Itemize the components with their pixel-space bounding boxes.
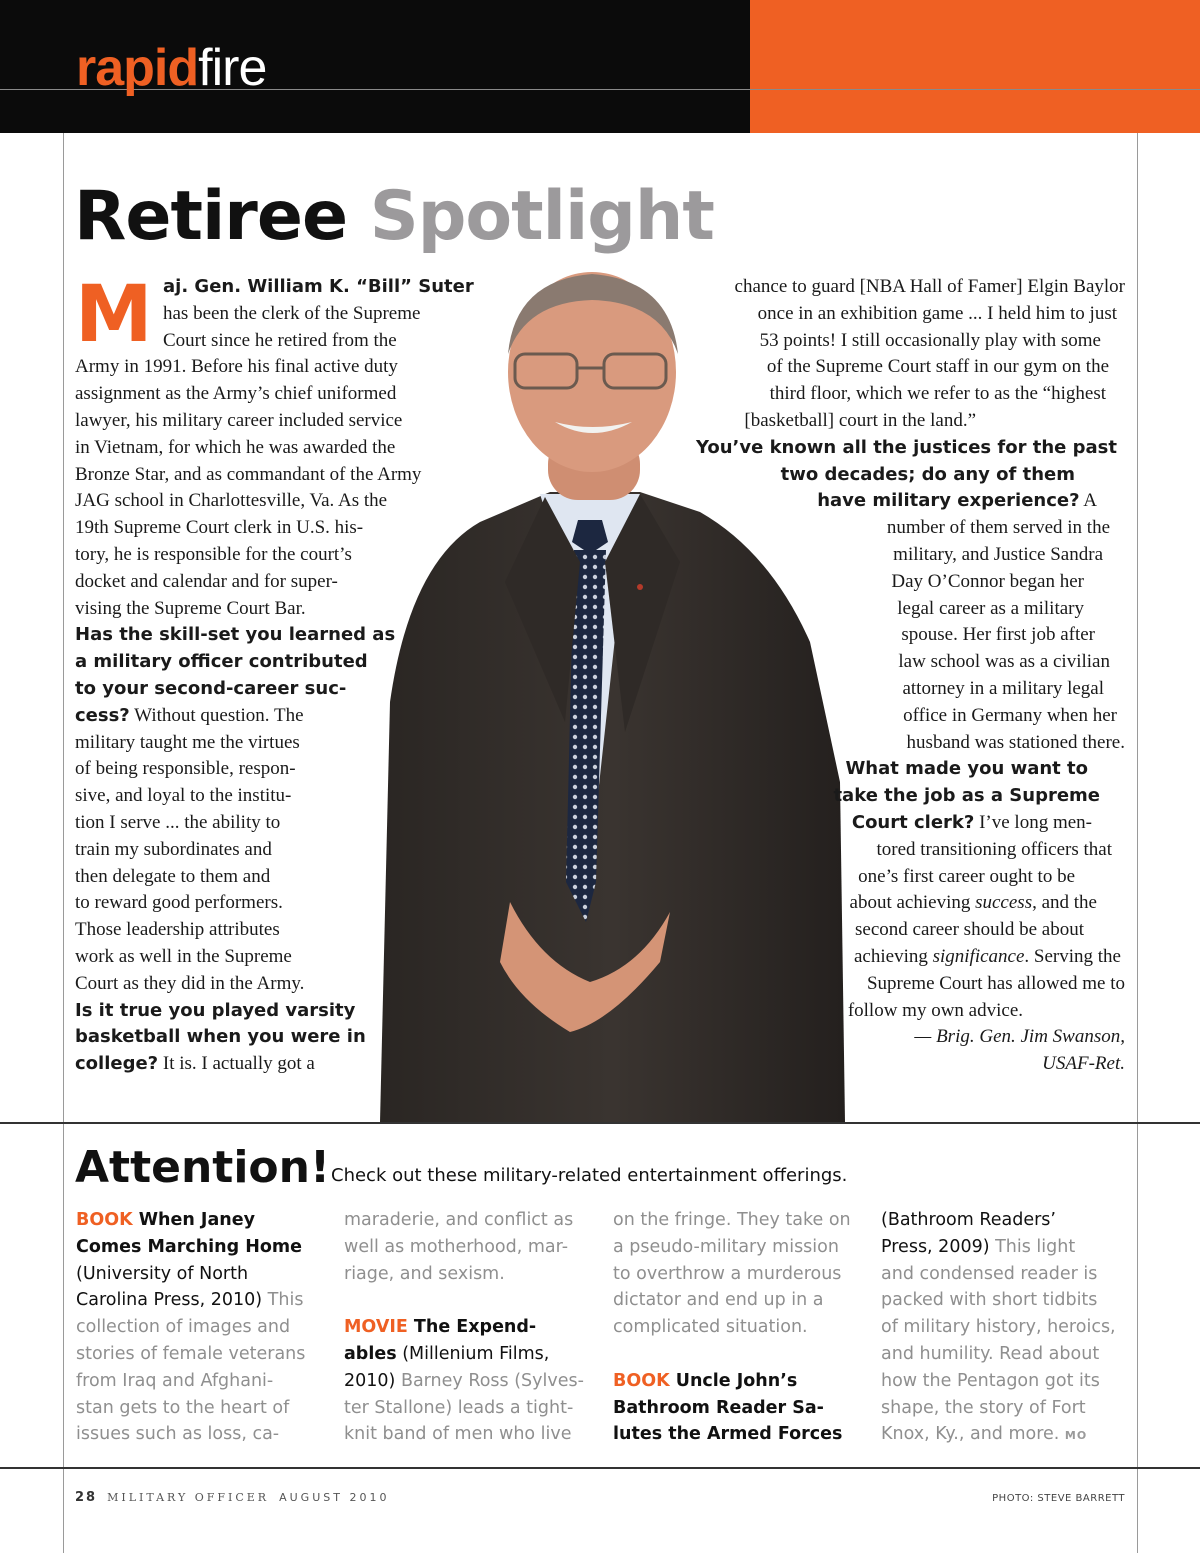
frame-line-right-foot [1137, 1469, 1138, 1553]
article-line [75, 354, 475, 381]
page-title-grey: Spotlight [369, 177, 714, 256]
page-number: 28 [75, 1490, 98, 1505]
article-line [75, 515, 475, 542]
body-text: achieving [854, 945, 933, 967]
media-line [76, 1368, 331, 1395]
signoff: MO [1064, 1429, 1088, 1443]
media-line [76, 1207, 331, 1234]
body-text: assignment as the Army’s chief uniformed [75, 383, 397, 405]
italic-text: significance [932, 945, 1025, 967]
body-text: train my subordinates and [75, 838, 272, 860]
bold-text: Comes Marching Home [76, 1236, 303, 1257]
body-text: military, and Justice Sandra [893, 543, 1103, 565]
body-text: follow my own advice. [847, 999, 1023, 1021]
body-text: This [262, 1290, 304, 1311]
body-text: stan gets to the heart of [76, 1397, 290, 1418]
body-text: , and the [1032, 892, 1097, 914]
article-line [640, 274, 1125, 301]
attention-subtitle: Check out these military-related entertainment offerings. [331, 1165, 848, 1186]
article-line [640, 435, 1125, 462]
article-line [75, 649, 475, 676]
footer-divider [0, 1467, 1200, 1469]
article-line [75, 435, 475, 462]
body-text: tory, he is responsible for the court’s [75, 543, 352, 565]
body-text: Court as they did in the Army. [75, 972, 305, 994]
article-line [75, 783, 475, 810]
article-line [640, 381, 1125, 408]
body-text: tored transitioning officers that [876, 838, 1112, 860]
article-line [75, 998, 475, 1025]
photo-credit: PHOTO: STEVE BARRETT [992, 1493, 1125, 1504]
body-text: Without question. The [129, 704, 304, 726]
article-line [640, 622, 1125, 649]
article-line [75, 569, 475, 596]
publisher-text: Carolina Press, 2010) [76, 1290, 263, 1311]
article-line [640, 408, 1125, 435]
body-text: from Iraq and Afghani- [76, 1370, 274, 1391]
body-text: third floor, which we refer to as the “highest [769, 383, 1106, 405]
body-text: Barney Ross (Sylves- [395, 1370, 584, 1391]
body-text: number of them served in the [886, 517, 1110, 539]
article-line [75, 837, 475, 864]
article-line [640, 354, 1125, 381]
body-text: Court since he retired from the [163, 329, 397, 351]
body-text: a pseudo-military mission [613, 1236, 839, 1257]
attention-title: Attention! [75, 1142, 331, 1193]
media-line [613, 1234, 868, 1261]
article-line [640, 462, 1125, 489]
media-line [344, 1368, 599, 1395]
body-text: legal career as a military [897, 597, 1084, 619]
bold-text: Bathroom Reader Sa- [613, 1397, 824, 1418]
article-line [640, 864, 1125, 891]
body-text: . Serving the [1024, 945, 1121, 967]
body-text: of being responsible, respon- [75, 758, 296, 780]
bold-text: cess? [75, 704, 130, 726]
article-line [640, 730, 1125, 757]
article-line [75, 1024, 475, 1051]
body-text: about achieving [849, 892, 976, 914]
body-text: docket and calendar and for super- [75, 570, 338, 592]
body-text: to reward good performers. [75, 892, 283, 914]
body-text: collection of images and [76, 1317, 291, 1338]
article-line [75, 917, 475, 944]
article-line [75, 462, 475, 489]
publisher-text: (Bathroom Readers’ [881, 1210, 1056, 1230]
media-column-4 [881, 1207, 1136, 1450]
media-line [76, 1287, 331, 1314]
body-text: has been the clerk of the Supreme [163, 302, 421, 324]
body-text: Bronze Star, and as commandant of the Army [75, 463, 422, 485]
italic-text: — Brig. Gen. Jim Swanson, [914, 1026, 1125, 1048]
media-line [76, 1261, 331, 1288]
italic-text: success [975, 892, 1033, 914]
body-text: Army in 1991. Before his final active duty [75, 356, 398, 378]
body-text: chance to guard [NBA Hall of Famer] Elgin Baylor [734, 276, 1125, 297]
media-line [613, 1287, 868, 1314]
body-text: dictator and end up in a [613, 1290, 824, 1311]
section-label [76, 38, 266, 98]
media-line [344, 1314, 599, 1341]
bold-text: What made you want to [845, 758, 1088, 780]
bold-text: When Janey [132, 1210, 255, 1230]
bold-text: basketball when you were in [75, 1026, 366, 1048]
body-text: one’s first career ought to be [858, 865, 1075, 887]
article-line [640, 917, 1125, 944]
issue-date: AUGUST 2010 [279, 1491, 390, 1504]
article-line [640, 569, 1125, 596]
article-left-column [75, 270, 475, 1078]
body-text: Supreme Court has allowed me to [866, 972, 1125, 994]
body-text: JAG school in Charlottesville, Va. As the [75, 490, 388, 512]
media-line [76, 1341, 331, 1368]
media-line [344, 1207, 599, 1234]
media-column-3 [613, 1207, 868, 1448]
media-line [344, 1421, 599, 1448]
body-text: shape, the story of Fort [881, 1397, 1086, 1418]
body-text: of the Supreme Court staff in our gym on the [766, 356, 1109, 378]
bold-text: to your second-career suc- [75, 677, 347, 699]
article-line [640, 837, 1125, 864]
section-divider [0, 1122, 1200, 1124]
body-text: stories of female veterans [76, 1343, 306, 1364]
media-line [881, 1261, 1136, 1288]
media-line [881, 1287, 1136, 1314]
page-title-dark: Retiree [74, 177, 348, 256]
bold-text: aj. Gen. William K. “Bill” Suter [163, 276, 474, 297]
bold-text: Has the skill-set you learned as [75, 624, 396, 646]
body-text: in Vietnam, for which he was awarded the [75, 436, 396, 458]
media-line [344, 1395, 599, 1422]
body-text: to overthrow a murderous [613, 1263, 842, 1284]
article-line [640, 1051, 1125, 1078]
article-line [75, 730, 475, 757]
italic-text: USAF-Ret. [1042, 1053, 1125, 1075]
body-text: vising the Supreme Court Bar. [75, 597, 306, 619]
bold-text: The Expend- [407, 1317, 537, 1338]
media-line [881, 1314, 1136, 1341]
body-text: once in an exhibition game ... I held him to just [757, 302, 1117, 324]
body-text: work as well in the Supreme [75, 945, 292, 967]
body-text: Those leadership attributes [75, 919, 280, 941]
media-line [76, 1421, 331, 1448]
body-text: This light [989, 1236, 1076, 1257]
body-text: 53 points! I still occasionally play with some [759, 329, 1101, 351]
article-line [75, 622, 475, 649]
frame-line-left [63, 133, 64, 1123]
page-title [74, 176, 714, 258]
bold-text: Court clerk? [851, 811, 975, 833]
article-line [640, 488, 1125, 515]
body-text: well as motherhood, mar- [344, 1236, 569, 1257]
article-line [640, 783, 1125, 810]
bold-text: have military experience? [817, 490, 1080, 512]
bold-text: take the job as a Supreme [833, 785, 1100, 807]
category-label: BOOK [76, 1210, 133, 1230]
article-line [640, 596, 1125, 623]
article-line [75, 864, 475, 891]
body-text: office in Germany when her [903, 704, 1117, 726]
body-text: Day O’Connor began her [891, 570, 1084, 592]
frame-line-right-lower [1137, 1124, 1138, 1469]
article-line [640, 515, 1125, 542]
article-line [640, 756, 1125, 783]
media-line [613, 1395, 868, 1422]
media-column-2 [344, 1207, 599, 1448]
body-text: [basketball] court in the land.” [744, 409, 976, 431]
article-line [75, 676, 475, 703]
media-line [881, 1207, 1136, 1234]
body-text: maraderie, and conflict as [344, 1210, 574, 1230]
media-column-1 [76, 1207, 331, 1448]
bold-text: lutes the Armed Forces [613, 1424, 843, 1445]
article-line [75, 890, 475, 917]
body-text: how the Pentagon got its [881, 1370, 1100, 1391]
article-line [640, 542, 1125, 569]
article-line [75, 596, 475, 623]
body-text: lawyer, his military career included service [75, 409, 403, 431]
media-line [613, 1421, 868, 1448]
publisher-text: (University of North [76, 1263, 249, 1284]
media-line [613, 1368, 868, 1395]
body-text: attorney in a military legal [902, 677, 1104, 699]
bold-text: two decades; do any of them [780, 463, 1075, 485]
frame-line-left-lower [63, 1124, 64, 1469]
publication-name: MILITARY OFFICER [107, 1491, 270, 1504]
article-line [640, 971, 1125, 998]
body-text: issues such as loss, ca- [76, 1424, 280, 1445]
media-line [76, 1234, 331, 1261]
article-line [75, 810, 475, 837]
media-line [881, 1395, 1136, 1422]
article-line [75, 408, 475, 435]
article-right-column [640, 274, 1125, 1078]
article-line [640, 810, 1125, 837]
publisher-text: (Millenium Films, [396, 1343, 550, 1364]
media-line [613, 1207, 868, 1234]
article-line [640, 944, 1125, 971]
bold-text: You’ve known all the justices for the past [695, 436, 1117, 458]
media-line [76, 1395, 331, 1422]
article-line [640, 890, 1125, 917]
article-line [75, 488, 475, 515]
media-line [881, 1341, 1136, 1368]
body-text: 19th Supreme Court clerk in U.S. his- [75, 517, 364, 539]
paragraph-gap [613, 1341, 868, 1368]
article-line [75, 971, 475, 998]
media-line [344, 1234, 599, 1261]
bold-text: Uncle John’s [669, 1370, 798, 1391]
body-text: of military history, heroics, [881, 1317, 1116, 1338]
publisher-text: 2010) [344, 1370, 396, 1391]
body-text: and condensed reader is [881, 1263, 1098, 1284]
bold-text: college? [75, 1053, 159, 1075]
drop-cap: M [75, 270, 153, 360]
header-accent-block [750, 0, 1200, 133]
category-label: MOVIE [344, 1317, 408, 1338]
section-label-bold: rapid [76, 39, 199, 97]
media-line [881, 1234, 1136, 1261]
body-text: Knox, Ky., and more. [881, 1424, 1065, 1445]
frame-line-left-foot [63, 1469, 64, 1553]
body-text: sive, and loyal to the institu- [75, 785, 292, 807]
article-line [640, 649, 1125, 676]
bold-text: Is it true you played varsity [75, 999, 356, 1021]
article-line [640, 703, 1125, 730]
page-footer [75, 1490, 389, 1505]
bold-text: ables [344, 1343, 397, 1364]
section-label-light: fire [198, 39, 267, 97]
body-text: on the fringe. They take on [613, 1210, 851, 1230]
body-text: knit band of men who live [344, 1424, 572, 1445]
media-line [881, 1421, 1136, 1450]
article-line [75, 703, 475, 730]
article-line [640, 676, 1125, 703]
article-line [75, 542, 475, 569]
publisher-text: Press, 2009) [881, 1236, 990, 1257]
article-right-lines [640, 274, 1125, 1078]
media-line [76, 1314, 331, 1341]
body-text: then delegate to them and [75, 865, 271, 887]
article-line [75, 756, 475, 783]
body-text: law school was as a civilian [898, 651, 1110, 673]
article-left-lines [75, 270, 475, 1078]
media-line [344, 1261, 599, 1288]
article-line [75, 944, 475, 971]
article-line [640, 998, 1125, 1025]
body-text: It is. I actually got a [158, 1053, 315, 1075]
article-line [640, 1024, 1125, 1051]
body-text: riage, and sexism. [344, 1263, 505, 1284]
paragraph-gap [344, 1287, 599, 1314]
body-text: spouse. Her first job after [901, 624, 1095, 646]
media-line [881, 1368, 1136, 1395]
body-text: I’ve long men- [974, 811, 1092, 833]
body-text: ter Stallone) leads a tight- [344, 1397, 574, 1418]
article-line [640, 301, 1125, 328]
article-line [75, 1051, 475, 1078]
bold-text: a military officer contributed [75, 651, 368, 673]
body-text: second career should be about [855, 919, 1084, 941]
body-text: A [1079, 490, 1097, 512]
media-line [613, 1261, 868, 1288]
body-text: and humility. Read about [881, 1343, 1100, 1364]
body-text: complicated situation. [613, 1317, 808, 1338]
body-text: packed with short tidbits [881, 1290, 1098, 1311]
category-label: BOOK [613, 1370, 670, 1391]
article-line [640, 328, 1125, 355]
body-text: military taught me the virtues [75, 731, 300, 753]
article-line [75, 381, 475, 408]
body-text: husband was stationed there. [906, 731, 1125, 753]
media-line [344, 1341, 599, 1368]
frame-line-right [1137, 133, 1138, 1123]
media-line [613, 1314, 868, 1341]
body-text: tion I serve ... the ability to [75, 811, 281, 833]
